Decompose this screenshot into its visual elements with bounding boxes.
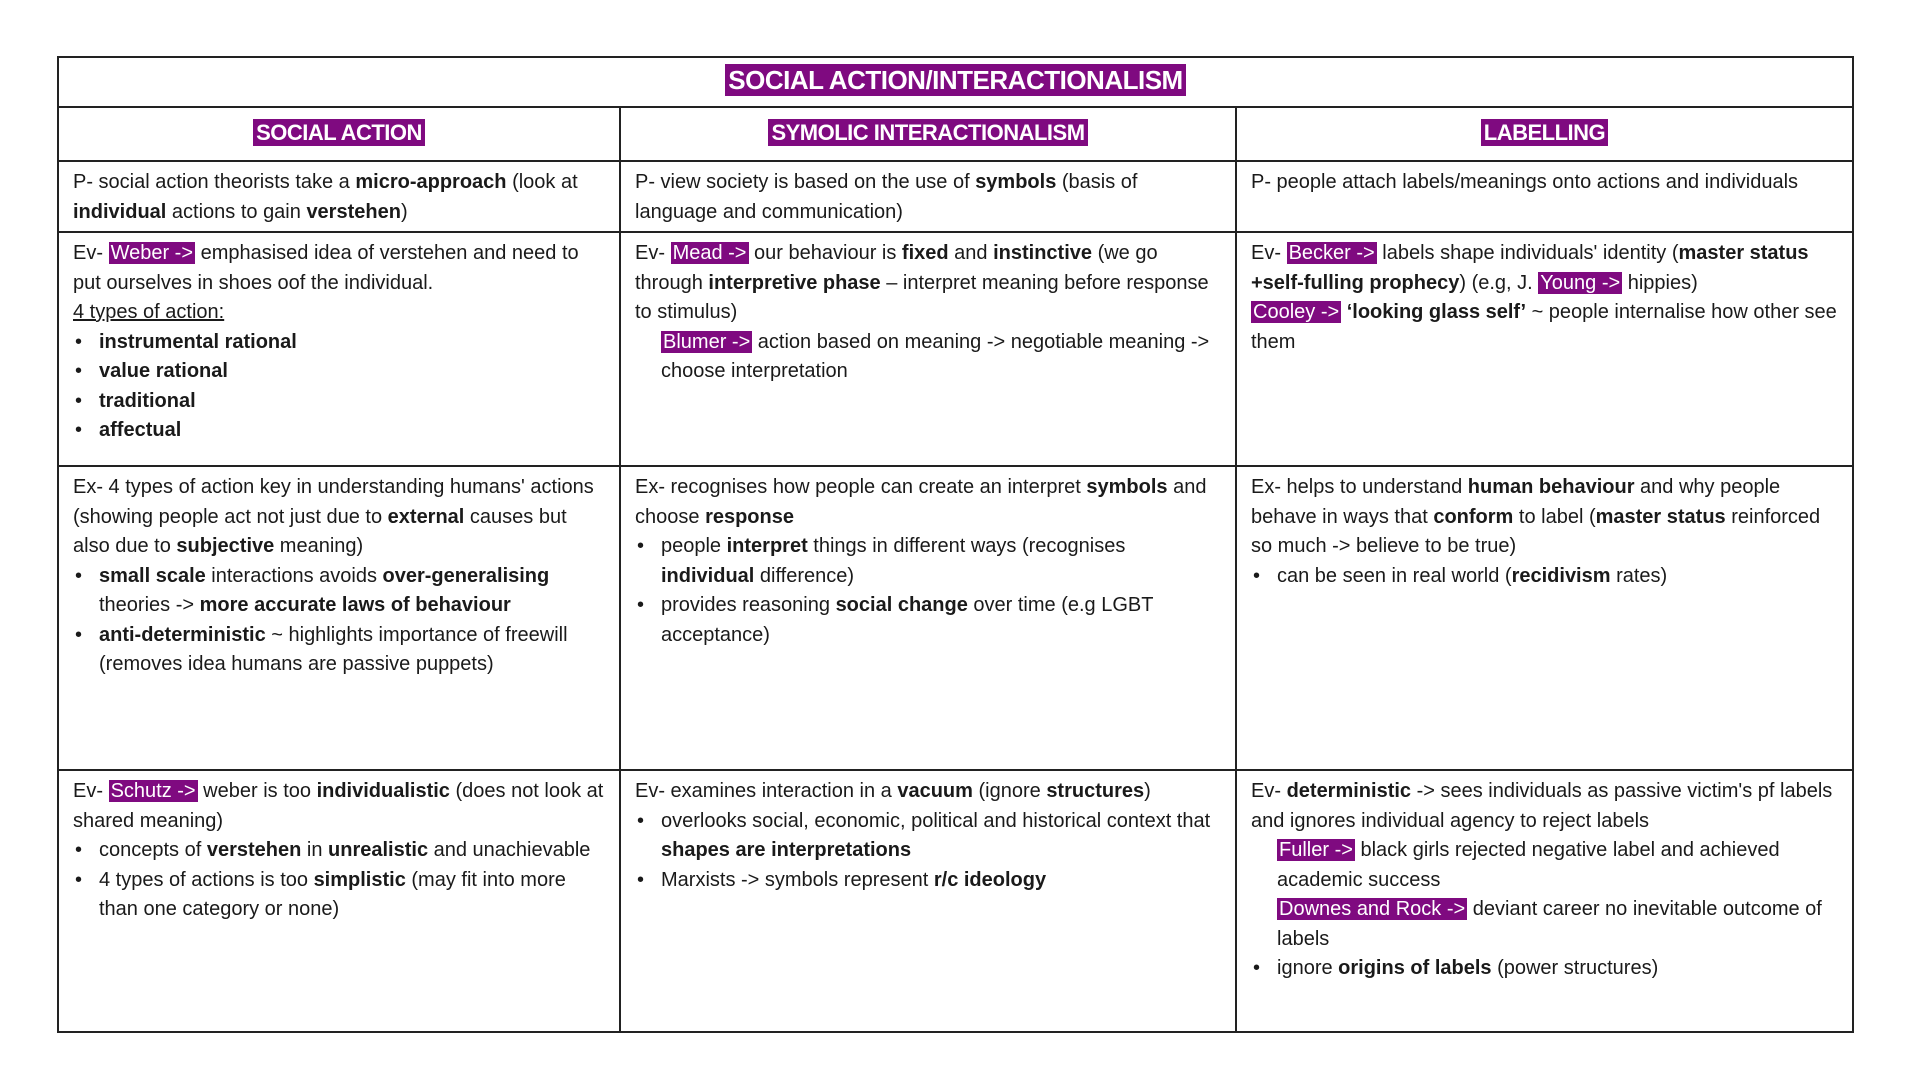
indented-paragraph bbox=[1251, 836, 1838, 895]
cell bbox=[620, 232, 1236, 466]
cell bbox=[1236, 466, 1853, 770]
paragraph bbox=[635, 777, 1221, 807]
paragraph bbox=[1251, 298, 1838, 357]
cell bbox=[1236, 770, 1853, 1032]
text-run: Ev- bbox=[73, 242, 109, 264]
text-run: causes but also due to bbox=[73, 505, 567, 557]
cell bbox=[58, 161, 620, 232]
text-run: to label ( bbox=[1513, 505, 1596, 528]
text-run: – interpret meaning before response to stimulus) bbox=[635, 271, 1209, 323]
text-run: Ev- bbox=[1251, 242, 1287, 264]
bullet-item bbox=[73, 416, 605, 446]
paragraph bbox=[73, 777, 605, 836]
text-run: ignore bbox=[1277, 957, 1339, 979]
bold-term: shapes are interpretations bbox=[661, 839, 912, 861]
text-run: interactions avoids bbox=[205, 564, 383, 587]
page-title: SOCIAL ACTION/INTERACTIONALISM bbox=[725, 64, 1185, 96]
paragraph bbox=[73, 239, 605, 298]
bold-term: deterministic bbox=[1286, 780, 1412, 802]
highlighted-theorist: Becker -> bbox=[1288, 242, 1375, 264]
bold-term: social change bbox=[835, 594, 968, 616]
bold-term: individualistic bbox=[316, 780, 450, 802]
highlighted-theorist: Fuller -> bbox=[1279, 839, 1353, 861]
text-run: rates) bbox=[1610, 564, 1668, 587]
text-run: our behaviour is bbox=[748, 242, 902, 264]
text-run: (does not look at shared meaning) bbox=[73, 780, 604, 832]
comparison-table bbox=[57, 56, 1854, 1033]
text-run: P- people attach labels/meanings onto actions and individuals bbox=[1251, 171, 1799, 193]
bold-term: subjective bbox=[176, 535, 275, 557]
text-run: Marxists -> symbols represent bbox=[661, 868, 934, 891]
bold-term: traditional bbox=[99, 389, 196, 412]
bold-term: r/c ideology bbox=[933, 868, 1047, 891]
text-run: provides reasoning bbox=[661, 594, 836, 616]
bullet-item bbox=[1251, 954, 1838, 984]
bullet-item bbox=[73, 562, 605, 621]
text-run: can be seen in real world ( bbox=[1277, 564, 1512, 587]
text-run: (may fit into more than one category or none) bbox=[99, 868, 566, 920]
explanation-row bbox=[58, 466, 1853, 770]
highlighted-theorist: Schutz -> bbox=[110, 780, 196, 802]
text-run: (basis of language and communication) bbox=[635, 171, 1138, 223]
column-heading: SYMOLIC INTERACTIONALISM bbox=[768, 119, 1087, 146]
text-run: Ev- bbox=[635, 242, 671, 264]
highlighted-theorist: Mead -> bbox=[672, 242, 747, 264]
cell bbox=[1236, 232, 1853, 466]
bold-term: instinctive bbox=[993, 242, 1093, 264]
paragraph bbox=[635, 473, 1221, 532]
text-run: theories -> bbox=[99, 594, 200, 616]
bold-term: master status bbox=[1595, 505, 1726, 528]
bullet-item bbox=[635, 532, 1221, 591]
column-heading: SOCIAL ACTION bbox=[253, 119, 425, 146]
header-row bbox=[58, 107, 1853, 161]
bullet-item bbox=[635, 807, 1221, 866]
text-run: Ex- recognises how people can create an interpret bbox=[635, 476, 1087, 498]
text-run: actions to gain bbox=[166, 200, 307, 223]
bold-term: unrealistic bbox=[328, 839, 429, 861]
bold-term: anti-deterministic bbox=[99, 623, 266, 646]
text-run: people bbox=[661, 535, 727, 557]
highlighted-theorist: Blumer -> bbox=[663, 330, 751, 353]
header-symbolic-interactionalism bbox=[620, 107, 1236, 161]
bold-term: individual bbox=[73, 200, 167, 223]
text-run: action based on meaning -> negotiable meaning -> choose interpretation bbox=[661, 330, 1210, 382]
header-social-action bbox=[58, 107, 620, 161]
bold-term: recidivism bbox=[1511, 564, 1611, 587]
bold-term: interpret bbox=[726, 535, 808, 557]
cell bbox=[58, 770, 620, 1032]
bullet-item bbox=[73, 621, 605, 680]
cell bbox=[620, 161, 1236, 232]
text-run: difference) bbox=[754, 564, 855, 587]
bold-term: individual bbox=[661, 564, 755, 587]
paragraph bbox=[73, 298, 605, 328]
bold-term: interpretive phase bbox=[708, 271, 881, 294]
column-heading: LABELLING bbox=[1481, 119, 1608, 146]
bold-term: structures bbox=[1046, 780, 1145, 802]
bullet-item bbox=[73, 357, 605, 387]
title-row bbox=[58, 57, 1853, 107]
text-run: reinforced so much -> believe to be true) bbox=[1251, 505, 1821, 557]
text-run: (ignore bbox=[972, 780, 1047, 802]
cell bbox=[58, 466, 620, 770]
bold-term: simplistic bbox=[313, 868, 406, 891]
bullet-item bbox=[73, 836, 605, 866]
bold-term: over-generalising bbox=[382, 564, 550, 587]
highlighted-theorist: Cooley -> bbox=[1253, 301, 1340, 323]
text-run: Ev- examines interaction in a bbox=[635, 780, 898, 802]
text-run: and why people behave in ways that bbox=[1251, 476, 1781, 528]
highlighted-theorist: Weber -> bbox=[110, 242, 194, 264]
bold-term: fixed bbox=[901, 242, 949, 264]
header-labelling bbox=[1236, 107, 1853, 161]
text-run: hippies) bbox=[1622, 271, 1698, 294]
bold-term: symbols bbox=[975, 171, 1057, 193]
text-run: Ex- 4 types of action key in understanding humans' actions (showing people act not just due to bbox=[73, 476, 594, 528]
text-run: and choose bbox=[635, 476, 1207, 528]
paragraph bbox=[1251, 168, 1838, 198]
highlighted-theorist: Downes and Rock -> bbox=[1279, 898, 1466, 920]
text-run: -> sees individuals as passive victim's pf labels and ignores individual agency to reject labels bbox=[1251, 780, 1833, 832]
text-run: ~ highlights importance of freewill (removes idea humans are passive puppets) bbox=[99, 623, 568, 675]
cell bbox=[1236, 161, 1853, 232]
bullet-item bbox=[73, 387, 605, 417]
text-run: emphasised idea of verstehen and need to put ourselves in shoes oof the individual. bbox=[73, 242, 579, 294]
bold-term: human behaviour bbox=[1467, 476, 1635, 498]
paragraph bbox=[635, 239, 1221, 328]
text-run: labels shape individuals' identity ( bbox=[1376, 242, 1679, 264]
text-run: (look at bbox=[506, 171, 578, 193]
bold-term: verstehen bbox=[206, 839, 302, 861]
bullet-item bbox=[73, 866, 605, 925]
indented-paragraph bbox=[635, 328, 1221, 387]
bullet-item bbox=[635, 866, 1221, 896]
highlighted-theorist: Young -> bbox=[1540, 271, 1621, 294]
cell bbox=[58, 232, 620, 466]
text-run: and unachievable bbox=[428, 839, 591, 861]
paragraph bbox=[1251, 777, 1838, 836]
text-run: deviant career no inevitable outcome of labels bbox=[1277, 898, 1822, 950]
text-run: over time (e.g LGBT acceptance) bbox=[661, 594, 1154, 646]
evaluation-row bbox=[58, 770, 1853, 1032]
text-run: Ev- bbox=[73, 780, 109, 802]
bullet-item bbox=[635, 591, 1221, 650]
paragraph bbox=[635, 168, 1221, 227]
text-run: P- view society is based on the use of bbox=[635, 171, 976, 193]
bold-term: micro-approach bbox=[355, 171, 507, 193]
text-run: ) bbox=[1144, 780, 1151, 802]
evidence-row bbox=[58, 232, 1853, 466]
bold-term: value rational bbox=[99, 360, 228, 382]
text-run: meaning) bbox=[274, 535, 364, 557]
bold-term: symbols bbox=[1086, 476, 1168, 498]
text-run: 4 types of actions is too bbox=[99, 868, 314, 891]
bold-term: affectual bbox=[99, 419, 182, 441]
bold-term: external bbox=[387, 505, 465, 528]
text-run: P- social action theorists take a bbox=[73, 171, 356, 193]
cell bbox=[620, 466, 1236, 770]
bullet-item bbox=[1251, 562, 1838, 592]
text-run: (we go through bbox=[635, 242, 1158, 294]
title-cell bbox=[58, 57, 1853, 107]
bold-term: vacuum bbox=[897, 780, 973, 802]
text-run: black girls rejected negative label and achieved academic success bbox=[1277, 839, 1780, 891]
text-run: ~ people internalise how other see them bbox=[1251, 301, 1837, 353]
paragraph bbox=[73, 168, 605, 227]
text-run: (power structures) bbox=[1491, 957, 1659, 979]
bold-term: conform bbox=[1433, 505, 1514, 528]
bold-term: origins of labels bbox=[1338, 957, 1492, 979]
point-row bbox=[58, 161, 1853, 232]
text-run: Ev- bbox=[1251, 780, 1287, 802]
bold-term: response bbox=[705, 505, 794, 528]
bold-term: ‘looking glass self’ bbox=[1341, 301, 1527, 323]
text-run: in bbox=[301, 839, 329, 861]
paragraph bbox=[1251, 239, 1838, 298]
bold-term: instrumental rational bbox=[99, 330, 297, 353]
text-run: and bbox=[948, 242, 994, 264]
text-run: ) (e.g, J. bbox=[1459, 271, 1539, 294]
paragraph bbox=[73, 473, 605, 562]
text-run: overlooks social, economic, political and historical context that bbox=[661, 809, 1211, 832]
cell bbox=[620, 770, 1236, 1032]
bold-term: small scale bbox=[99, 564, 206, 587]
indented-paragraph bbox=[1251, 895, 1838, 954]
text-run: weber is too bbox=[197, 780, 317, 802]
text-run: Ex- helps to understand bbox=[1251, 476, 1468, 498]
text-run: concepts of bbox=[99, 839, 207, 861]
bold-term: master status +self-fulling prophecy bbox=[1251, 242, 1809, 294]
text-run: ) bbox=[400, 200, 408, 223]
bold-term: verstehen bbox=[306, 200, 401, 223]
paragraph bbox=[1251, 473, 1838, 562]
underlined-heading: 4 types of action: bbox=[73, 301, 225, 323]
bold-term: more accurate laws of behaviour bbox=[199, 594, 511, 616]
text-run: things in different ways (recognises bbox=[807, 535, 1126, 557]
bullet-item bbox=[73, 328, 605, 358]
